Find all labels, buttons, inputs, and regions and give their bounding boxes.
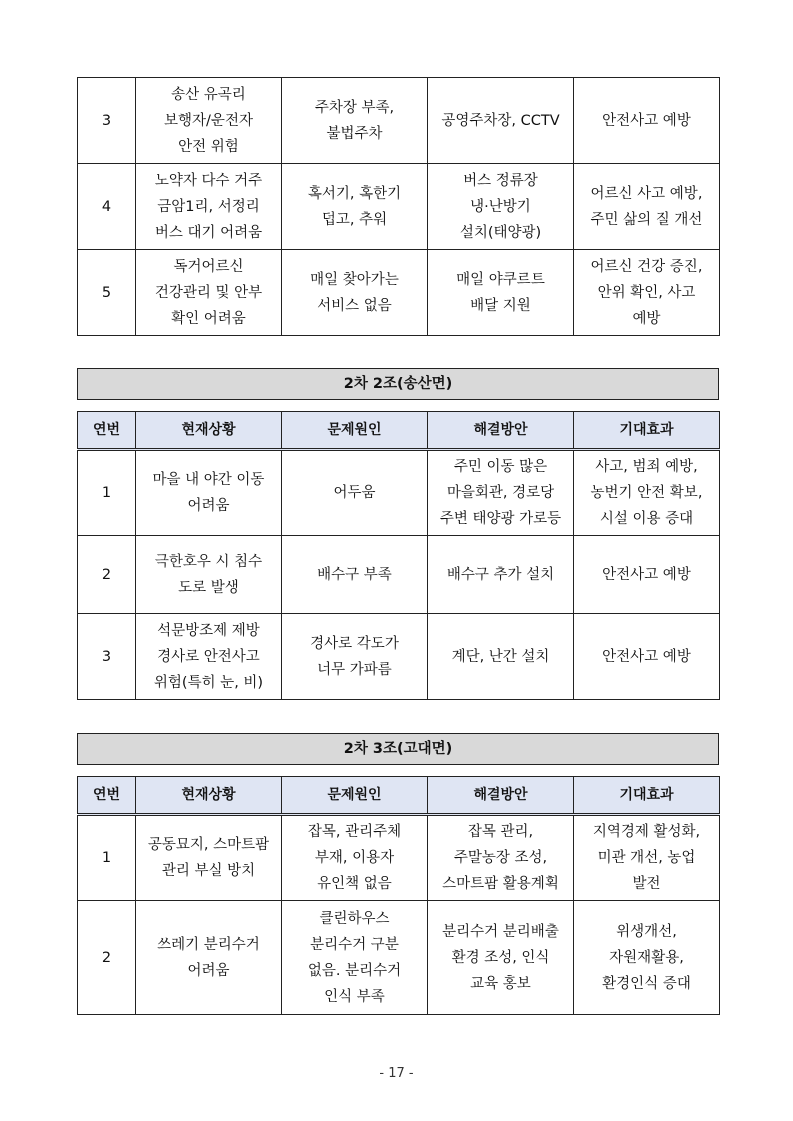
cell-line: 배수구 추가 설치 — [446, 566, 555, 583]
cell-line: 안전사고 예방 — [602, 112, 691, 129]
cell-line: 노약자 다수 거주 — [154, 172, 263, 189]
cell-line: 클린하우스 — [319, 910, 390, 927]
solution-cell — [428, 450, 574, 536]
section-title-2-2: 2차 2조(송산면) — [77, 368, 719, 400]
cell-line: 경사로 각도가 — [310, 635, 399, 652]
cell-line: 관리 부실 방치 — [161, 863, 256, 879]
cell-line: 어르신 사고 예방, — [590, 185, 703, 202]
cell-line: 독거어르신 — [173, 258, 244, 275]
problem-cause-cell — [282, 450, 428, 536]
row-number-cell: 2 — [78, 901, 136, 1015]
header-current-situation: 현재상황 — [136, 412, 282, 450]
cell-line: 안전 위험 — [178, 138, 239, 155]
solution-cell — [428, 536, 574, 614]
cell-line: 불법주차 — [326, 125, 383, 142]
problem-cause-cell — [282, 536, 428, 614]
row-number-cell: 1 — [78, 450, 136, 536]
cell-line: 유인책 없음 — [317, 876, 392, 892]
expected-effect-cell — [574, 78, 720, 164]
expected-effect-cell — [574, 250, 720, 336]
cell-line: 주민 삶의 질 개선 — [590, 211, 703, 228]
header-no: 연번 — [78, 412, 136, 450]
header-current-situation: 현재상황 — [136, 777, 282, 815]
table-row — [78, 250, 720, 336]
table-row — [78, 450, 720, 536]
cell-line: 너무 가파름 — [317, 661, 392, 678]
cell-line: 주말농장 조성, — [453, 850, 548, 866]
expected-effect-cell — [574, 450, 720, 536]
header-problem-cause: 문제원인 — [282, 412, 428, 450]
header-expected-effect: 기대효과 — [574, 412, 720, 450]
cell-line: 금암1리, 서정리 — [157, 198, 260, 215]
current-situation-cell — [136, 250, 282, 336]
cell-line: 스마트팜 활용계획 — [442, 876, 559, 892]
solution-cell — [428, 901, 574, 1015]
row-number-cell: 1 — [78, 815, 136, 901]
cell-line: 어려움 — [187, 962, 230, 979]
current-situation-cell — [136, 164, 282, 250]
solution-cell — [428, 815, 574, 901]
cell-line: 잡목 관리, — [467, 824, 534, 840]
expected-effect-cell — [574, 164, 720, 250]
solution-cell — [428, 614, 574, 700]
expected-effect-cell — [574, 614, 720, 700]
cell-line: 주민 이동 많은 — [453, 459, 548, 475]
solution-cell — [428, 164, 574, 250]
cell-line: 어두움 — [333, 485, 376, 501]
expected-effect-cell — [574, 815, 720, 901]
cell-line: 쓰레기 분리수거 — [157, 936, 260, 953]
cell-line: 설치(태양광) — [459, 224, 542, 241]
cell-line: 도로 발생 — [178, 579, 239, 596]
row-number-cell: 4 — [78, 164, 136, 250]
current-situation-cell — [136, 78, 282, 164]
cell-line: 안위 확인, 사고 — [597, 284, 696, 301]
cell-line: 환경인식 증대 — [602, 975, 691, 992]
current-situation-cell — [136, 901, 282, 1015]
cell-line: 서비스 없음 — [317, 297, 392, 314]
cell-line: 미관 개선, 농업 — [597, 850, 696, 866]
cell-line: 안전사고 예방 — [602, 566, 691, 583]
expected-effect-cell — [574, 536, 720, 614]
cell-line: 배수구 부족 — [317, 566, 392, 583]
cell-line: 공영주차장, CCTV — [441, 112, 560, 129]
cell-line: 혹서기, 혹한기 — [307, 185, 402, 202]
problem-cause-cell — [282, 78, 428, 164]
current-situation-cell — [136, 450, 282, 536]
cell-line: 주변 태양광 가로등 — [439, 511, 562, 527]
cell-line: 인식 부족 — [324, 988, 385, 1005]
cell-line: 송산 유곡리 — [171, 86, 246, 103]
cell-line: 지역경제 활성화, — [592, 824, 701, 840]
cell-line: 계단, 난간 설치 — [451, 648, 550, 665]
cell-line: 교육 홍보 — [470, 975, 531, 992]
cell-line: 시설 이용 증대 — [599, 511, 694, 527]
table-header-row — [78, 412, 720, 450]
cell-line: 발전 — [632, 876, 661, 892]
cell-line: 안전사고 예방 — [602, 648, 691, 665]
cell-line: 어려움 — [187, 498, 230, 514]
row-number-cell: 5 — [78, 250, 136, 336]
cell-line: 농번기 안전 확보, — [590, 485, 703, 501]
row-number-cell: 3 — [78, 614, 136, 700]
table-body — [78, 450, 720, 700]
cell-line: 자원재활용, — [609, 949, 684, 966]
problem-cause-cell — [282, 901, 428, 1015]
header-problem-cause: 문제원인 — [282, 777, 428, 815]
cell-line: 마을회관, 경로당 — [446, 485, 555, 501]
table-row — [78, 536, 720, 614]
cell-line: 극한호우 시 침수 — [154, 553, 263, 570]
solution-cell — [428, 250, 574, 336]
current-situation-cell — [136, 815, 282, 901]
cell-line: 석문방조제 제방 — [157, 622, 260, 639]
cell-line: 분리수거 분리배출 — [442, 923, 559, 940]
current-situation-cell — [136, 614, 282, 700]
header-no: 연번 — [78, 777, 136, 815]
problem-cause-cell — [282, 164, 428, 250]
cell-line: 주차장 부족, — [314, 99, 395, 116]
cell-line: 어르신 건강 증진, — [590, 258, 703, 275]
cell-line: 배달 지원 — [470, 297, 531, 314]
cell-line: 매일 찾아가는 — [310, 271, 399, 288]
page-number: - 17 - — [379, 1066, 414, 1081]
header-solution: 해결방안 — [428, 412, 574, 450]
header-expected-effect: 기대효과 — [574, 777, 720, 815]
cell-line: 건강관리 및 안부 — [154, 284, 263, 301]
cell-line: 위험(특히 눈, 비) — [153, 674, 264, 691]
table-header-row — [78, 777, 720, 815]
cell-line: 위생개선, — [616, 923, 677, 940]
cell-line: 분리수거 구분 — [310, 936, 399, 953]
current-situation-cell — [136, 536, 282, 614]
table-row — [78, 901, 720, 1015]
cell-line: 잡목, 관리주체 — [307, 824, 402, 840]
table-body — [78, 78, 720, 336]
table-section2 — [77, 411, 720, 700]
cell-line: 부재, 이용자 — [314, 850, 395, 866]
cell-line: 마을 내 야간 이동 — [152, 472, 265, 488]
problem-cause-cell — [282, 250, 428, 336]
cell-line: 공동묘지, 스마트팜 — [147, 837, 270, 853]
table-section3 — [77, 776, 720, 1015]
cell-line: 보행자/운전자 — [164, 112, 253, 129]
cell-line: 덥고, 추워 — [321, 211, 388, 228]
cell-line: 매일 야쿠르트 — [456, 271, 545, 288]
problem-cause-cell — [282, 815, 428, 901]
table-body — [78, 815, 720, 1015]
cell-line: 버스 대기 어려움 — [154, 224, 263, 241]
table-row — [78, 164, 720, 250]
cell-line: 경사로 안전사고 — [157, 648, 260, 665]
expected-effect-cell — [574, 901, 720, 1015]
cell-line: 예방 — [632, 310, 661, 327]
cell-line: 냉·난방기 — [470, 198, 531, 215]
cell-line: 사고, 범죄 예방, — [595, 459, 698, 475]
cell-line: 환경 조성, 인식 — [451, 949, 550, 966]
cell-line: 버스 정류장 — [463, 172, 538, 189]
row-number-cell: 2 — [78, 536, 136, 614]
problem-cause-cell — [282, 614, 428, 700]
cell-line: 확인 어려움 — [171, 310, 246, 327]
table-row — [78, 78, 720, 164]
cell-line: 없음. 분리수거 — [307, 962, 402, 979]
table-row — [78, 815, 720, 901]
header-solution: 해결방안 — [428, 777, 574, 815]
table-row — [78, 614, 720, 700]
solution-cell — [428, 78, 574, 164]
section-title-2-3: 2차 3조(고대면) — [77, 733, 719, 765]
table-section1-continued — [77, 77, 720, 336]
row-number-cell: 3 — [78, 78, 136, 164]
